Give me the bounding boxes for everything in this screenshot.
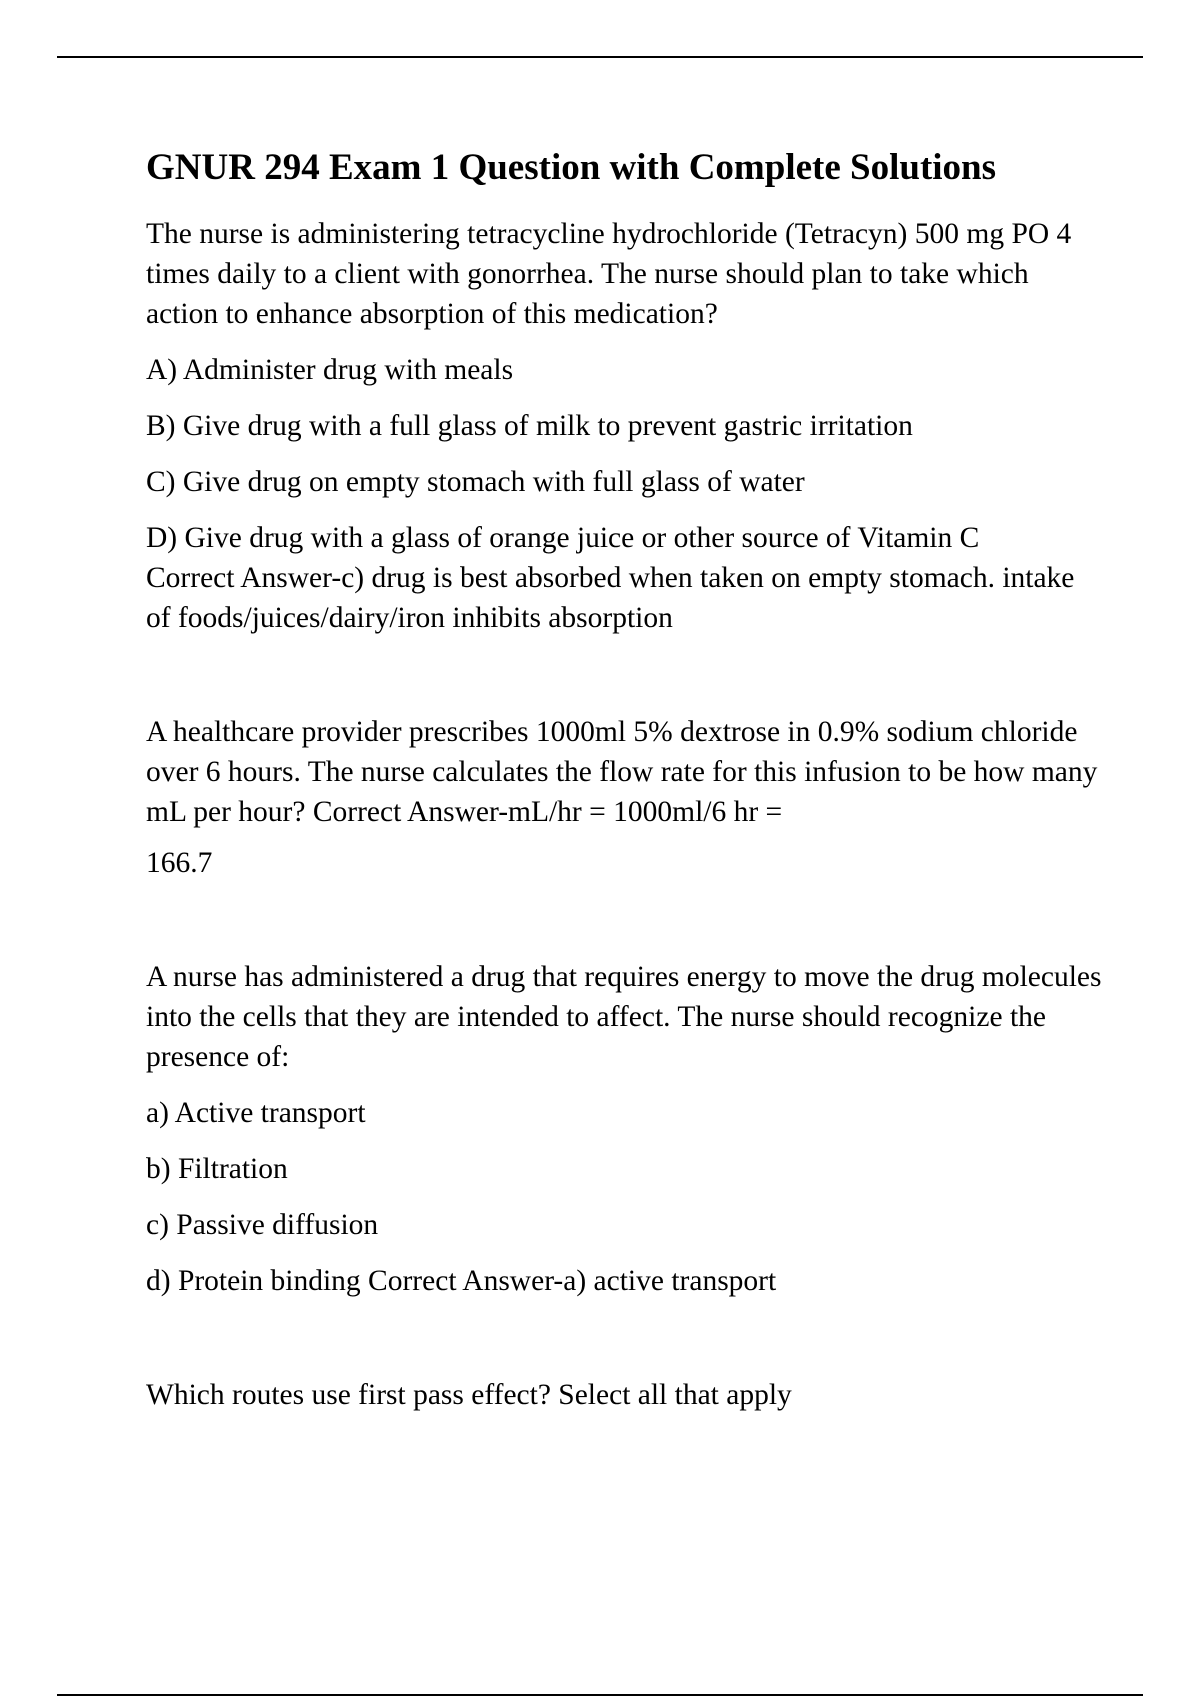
document-body [146,144,1106,1415]
document-title: GNUR 294 Exam 1 Question with Complete Solutions [146,147,997,188]
question-1-option-d: D) Give drug with a glass of orange juice or other source of Vitamin C [146,522,980,554]
question-3-option-a: a) Active transport [146,1097,366,1129]
question-4-text: Which routes use first pass effect? Select all that apply [146,1379,792,1411]
question-3-option-c: c) Passive diffusion [146,1209,379,1241]
question-2-value: 166.7 [146,847,213,879]
bottom-rule [57,1694,1143,1696]
question-1 [146,214,1106,638]
question-1-option-a: A) Administer drug with meals [146,354,514,386]
question-1-option-d-and-answer [146,518,1106,638]
question-3 [146,957,1106,1301]
question-3-option-b: b) Filtration [146,1153,288,1185]
question-3-option-d-and-answer: d) Protein binding Correct Answer-a) active transport [146,1265,777,1297]
question-4 [146,1375,1106,1415]
question-2 [146,712,1106,883]
question-1-text: The nurse is administering tetracycline hydrochloride (Tetracyn) 500 mg PO 4 times daily to a client with gonorrhea. The nurse should plan to take which action to enhance absorption of this medication? [146,218,1072,330]
question-1-answer: Correct Answer-c) drug is best absorbed when taken on empty stomach. intake of foods/juices/dairy/iron inhibits absorption [146,562,1075,634]
question-2-text: A healthcare provider prescribes 1000ml 5% dextrose in 0.9% sodium chloride over 6 hours. The nurse calculates the flow rate for this infusion to be how many mL per hour? Correct Answer-mL/hr = 1000ml/6 hr = [146,716,1098,828]
top-rule [57,56,1143,58]
question-3-text: A nurse has administered a drug that requires energy to move the drug molecules into the cells that they are intended to affect. The nurse should recognize the presence of: [146,961,1102,1073]
question-1-option-b: B) Give drug with a full glass of milk to prevent gastric irritation [146,410,913,442]
question-1-option-c: C) Give drug on empty stomach with full glass of water [146,466,805,498]
